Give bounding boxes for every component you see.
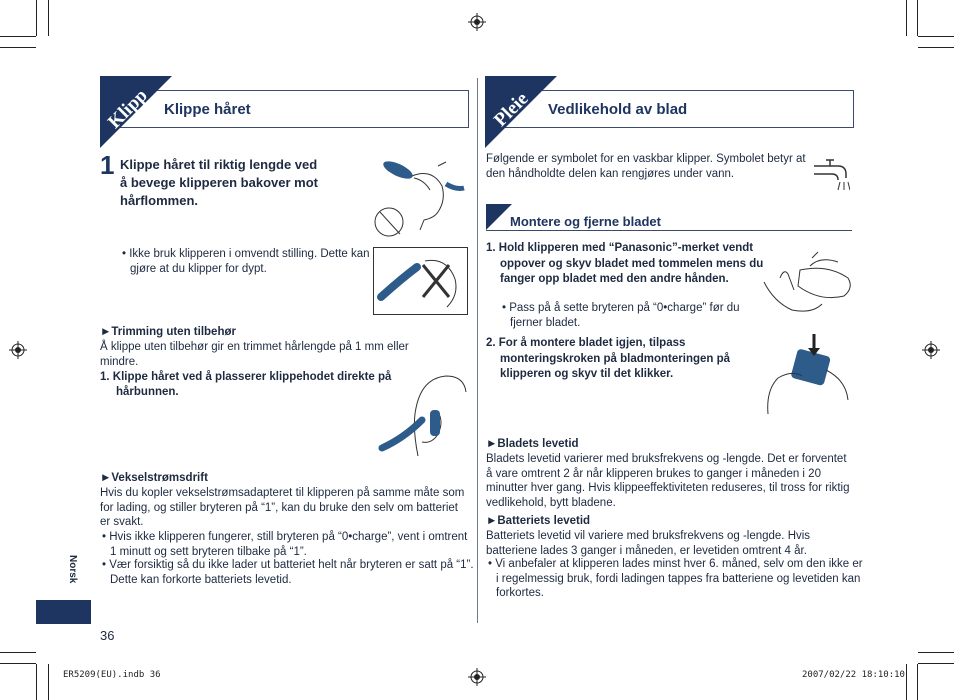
column-divider	[477, 78, 478, 623]
battery-life-heading: ►Batteriets levetid	[486, 515, 591, 527]
crop-mark	[0, 663, 36, 664]
right-tab-label: Pleie	[490, 88, 533, 131]
ac-heading: ►Vekselstrømsdrift	[100, 472, 208, 484]
battery-life-bullet: • Vi anbefaler at klipperen lades minst hver 6. måned, selv om den ikke er i regelmessig bruk, fordi ladingen tappes fra batteriene og levetiden kan forkortes.	[488, 558, 863, 599]
trimming-illustration	[378, 372, 468, 458]
crop-mark	[36, 0, 37, 36]
washable-intro: Følgende er symbolet for en vaskbar klipper. Symbolet betyr at den håndholdte delen kan rengjøres under vann.	[486, 153, 806, 180]
crop-mark	[918, 663, 954, 664]
ac-bullet: • Vær forsiktig så du ikke lader ut batteriet helt når bryteren er satt på “1”. Dette kan forkorte batteriets levetid.	[102, 559, 474, 586]
crop-mark	[906, 664, 907, 700]
crop-mark	[48, 0, 49, 36]
registration-mark-icon	[9, 341, 27, 359]
registration-mark-icon	[468, 668, 486, 686]
remove-blade-illustration	[760, 248, 855, 318]
right-section-title: Vedlikehold av blad	[548, 101, 688, 118]
crop-mark	[0, 652, 36, 653]
crop-mark	[0, 36, 36, 37]
crop-mark	[917, 664, 918, 700]
reverse-clipper-illustration	[373, 247, 468, 315]
sidebar-tab	[36, 600, 91, 624]
step1-line: å bevege klipperen bakover mot	[120, 175, 318, 190]
blade-life-text: Bladets levetid varierer med bruksfrekvens og -lengde. Det er forventet å vare omtrent 2 år når klipperen brukes to ganger i måneden i 20 minutter hver gang. Hvis klippeeffektiviteten reduseres, til tross for riktig vedlikehold, bytt bladene.	[486, 453, 850, 509]
left-tab-label: Klipp	[104, 85, 152, 133]
crop-mark	[906, 0, 907, 36]
registration-mark-icon	[468, 13, 486, 31]
faucet-icon	[812, 156, 850, 192]
attach-step: 2. For å montere bladet igjen, tilpass monteringskroken på bladmonteringen på klipperen og skyv til det klikker.	[486, 337, 731, 380]
trimming-heading: ►Trimming uten tilbehør	[100, 326, 236, 338]
remove-step: 1. Hold klipperen med “Panasonic”-merket vendt oppover og skyv bladet med tommelen mens du fanger opp bladet med den andre hånden.	[486, 242, 764, 285]
crop-mark	[917, 0, 918, 36]
subsection-triangle	[486, 204, 512, 230]
ac-text: Hvis du kopler vekselstrømsadapteret til klipperen på samme måte som for lading, og stiller bryteren på “1”, kan du bruke den selv om batteriet er svakt.	[100, 487, 465, 528]
step1-text	[120, 156, 370, 210]
trimming-step: 1. Klippe håret ved å plasserer klippehodet direkte på hårbunnen.	[100, 371, 392, 398]
battery-life-text: Batteriets levetid vil variere med bruksfrekvens og -lengde. Hvis batteriene lades 3 ganger i måneden, er levetiden omtrent 4 år.	[486, 530, 811, 557]
crop-mark	[918, 36, 954, 37]
crop-mark	[918, 47, 954, 48]
date-slug: 2007/02/22 18:10:10	[802, 670, 905, 680]
crop-mark	[36, 664, 37, 700]
step1-line: hårflommen.	[120, 193, 199, 208]
registration-mark-icon	[922, 341, 940, 359]
step-number: 1	[100, 150, 115, 180]
crop-mark	[48, 664, 49, 700]
blade-life-heading: ►Bladets levetid	[486, 438, 579, 450]
warning-bullet: • Ikke bruk klipperen i omvendt stilling. Dette kan gjøre at du klipper for dypt.	[122, 248, 370, 275]
left-section-title: Klippe håret	[164, 101, 251, 118]
file-slug: ER5209(EU).indb 36	[63, 670, 161, 680]
attach-blade-illustration	[760, 330, 855, 416]
subsection-title: Montere og fjerne bladet	[510, 214, 661, 229]
ac-bullet: • Hvis ikke klipperen fungerer, still bryteren på “0•charge”, vent i omtrent 1 minutt og sett bryteren tilbake på “1”.	[102, 531, 468, 558]
crop-mark	[0, 47, 36, 48]
step1-line: Klippe håret til riktig lengde ved	[120, 157, 318, 172]
page-number: 36	[100, 628, 115, 643]
crop-mark	[918, 652, 954, 653]
trimming-text: Å klippe uten tilbehør gir en trimmet hårlengde på 1 mm eller mindre.	[100, 341, 409, 368]
sidebar-language: Norsk	[67, 555, 78, 584]
remove-step-bullet: • Pass på å sette bryteren på “0•charge” før du fjerner bladet.	[502, 302, 740, 329]
haircut-illustration	[372, 156, 468, 242]
